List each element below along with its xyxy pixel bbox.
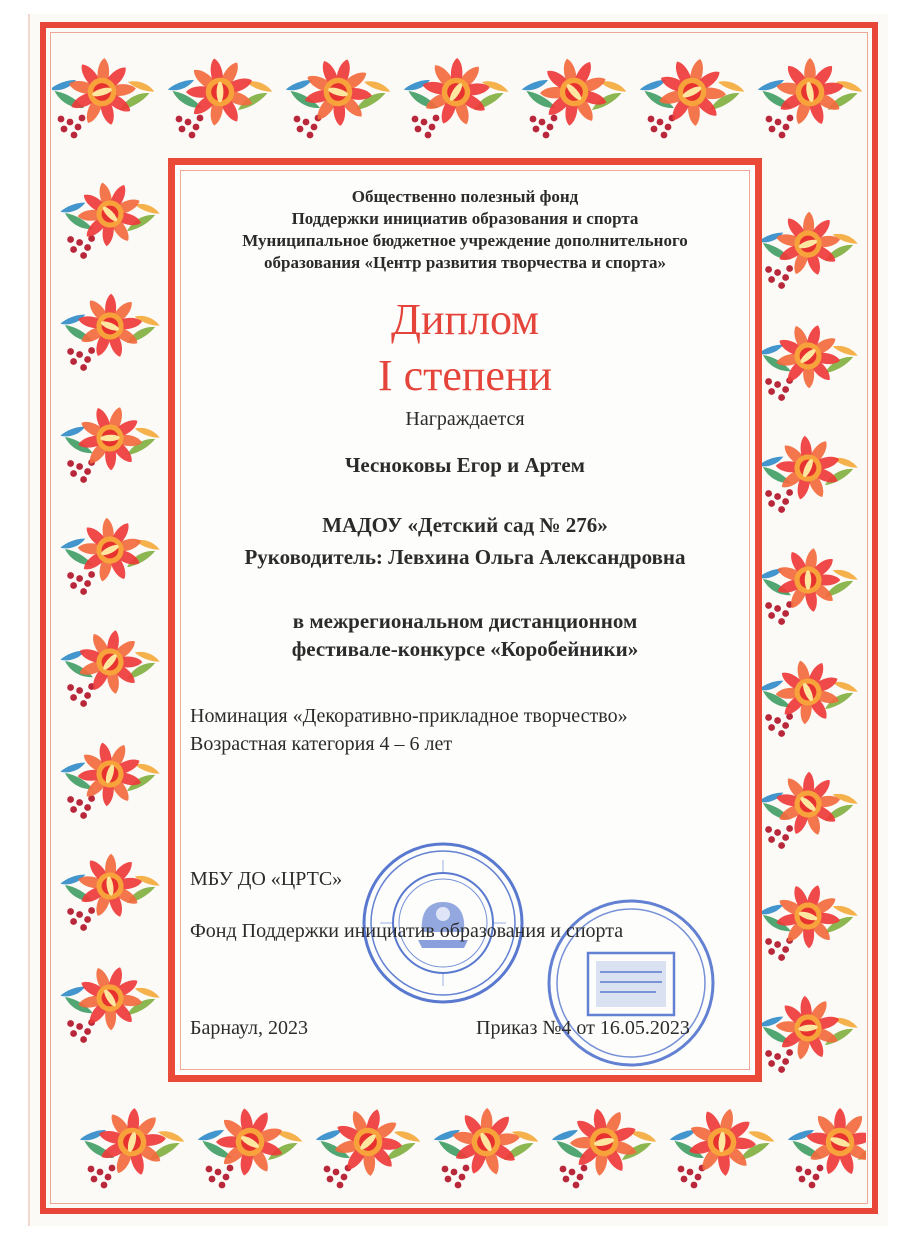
org-line-3: Муниципальное бюджетное учреждение дополнительного — [242, 231, 688, 250]
awarded-label: Награждается — [405, 408, 525, 430]
signatory-1: МБУ ДО «ЦРТС» — [190, 868, 343, 890]
diploma-title: Диплом — [390, 295, 540, 344]
institution-name: МАДОУ «Детский сад № 276» — [322, 513, 608, 537]
awardee-name: Чесноковы Егор и Артем — [344, 453, 585, 477]
diploma-degree: I степени — [377, 351, 553, 400]
signatory-2: Фонд Поддержки инициатив образования и спорта — [190, 920, 624, 942]
event-line-2: фестивале-конкурсе «Коробейники» — [291, 637, 639, 661]
age-category: Возрастная категория 4 – 6 лет — [190, 733, 453, 755]
nomination: Номинация «Декоративно-прикладное творчество» — [190, 705, 628, 727]
city-year: Барнаул, 2023 — [190, 1017, 309, 1039]
org-line-1: Общественно полезный фонд — [351, 187, 579, 206]
org-line-2: Поддержки инициатив образования и спорта — [291, 209, 639, 228]
org-line-4: образования «Центр развития творчества и спорта» — [264, 253, 666, 272]
order-number: Приказ №4 от 16.05.2023 — [476, 1017, 690, 1039]
leader-name: Руководитель: Левхина Ольга Александровна — [244, 545, 686, 569]
event-line-1: в межрегиональном дистанционном — [292, 609, 638, 633]
